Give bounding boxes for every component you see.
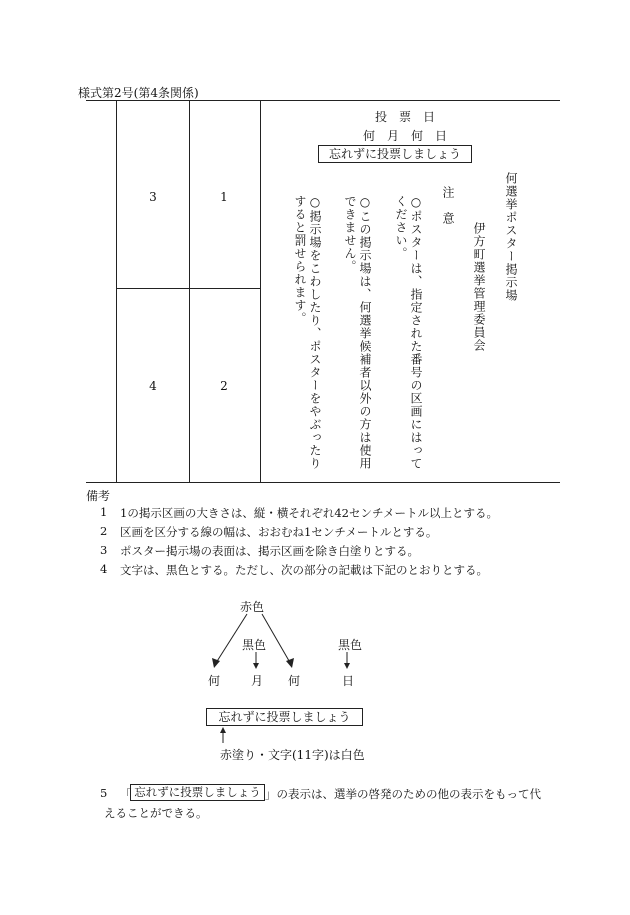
caution-heading: 注 意 xyxy=(441,186,455,225)
vote-date-label: 何 月 何 日 xyxy=(362,129,447,143)
item5-slogan-box: 忘れずに投票しましょう xyxy=(130,784,265,801)
form-label: 様式第2号(第4条関係) xyxy=(78,86,199,100)
vote-day-label: 投 票 日 xyxy=(374,110,435,124)
cell-number-4: 4 xyxy=(149,379,157,393)
diagram-arrows xyxy=(200,610,370,672)
board-title: 何選挙ポスター掲示場 xyxy=(504,172,518,302)
notice-3: ○掲示場をこわしたり、ポスターをやぶったりすると罰せられます。 xyxy=(293,195,322,470)
char-nan-1: 何 xyxy=(208,674,221,688)
diagram-caption: 赤塗り・文字(11字)は白色 xyxy=(220,748,365,762)
char-nan-2: 何 xyxy=(288,674,301,688)
cell-number-2: 2 xyxy=(220,379,228,393)
char-tsuki: 月 xyxy=(251,674,264,688)
committee-name: 伊方町選挙管理委員会 xyxy=(472,222,486,352)
slogan-box: 忘れずに投票しましょう xyxy=(318,145,472,163)
caption-arrow-icon xyxy=(218,726,228,744)
cell-number-1: 1 xyxy=(220,190,228,204)
black-color-label-2: 黒色 xyxy=(338,638,363,652)
diagram-slogan-box: 忘れずに投票しましょう xyxy=(206,708,363,726)
cell-number-3: 3 xyxy=(149,190,157,204)
notice-2: ○この掲示場は、何選挙候補者以外の方は使用できません。 xyxy=(343,195,372,470)
char-hi: 日 xyxy=(342,674,355,688)
notice-1: ○ポスターは、指定された番号の区画にはってください。 xyxy=(394,195,423,470)
red-color-label: 赤色 xyxy=(240,600,265,614)
black-color-label-1: 黒色 xyxy=(242,638,267,652)
remarks-heading: 備考 xyxy=(86,489,111,503)
